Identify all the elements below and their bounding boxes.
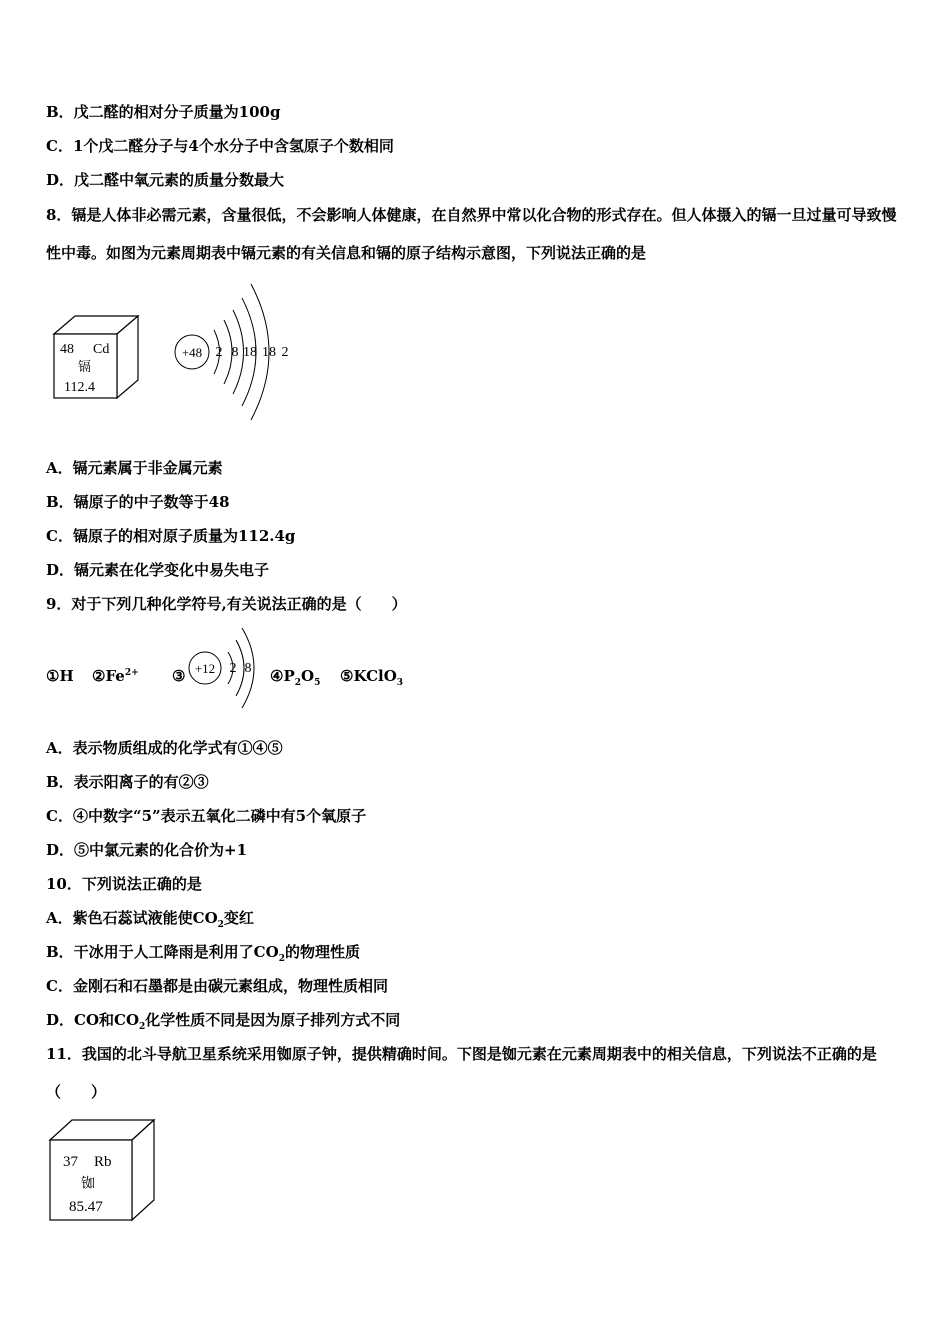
q7-option-d: D．戊二醛中氧元素的质量分数最大: [46, 171, 285, 189]
mg-ion-structure-diagram: [184, 626, 256, 710]
q9-symbol-1: ①H: [46, 667, 74, 685]
cd-element-card: [48, 312, 142, 402]
cd-atom-structure-diagram: [170, 276, 295, 422]
q8-stem: 8．镉是人体非必需元素，含量很低，不会影响人体健康，在自然界中常以化合物的形式存在。但人体摄入的镉一旦过量可导致慢性中毒。如图为元素周期表中镉元素的有关信息和镉的原子结构示意图，下列说法正确的是: [46, 206, 897, 262]
cd-shell-2: 8: [231, 345, 239, 360]
q9-option-c: C．④中数字“5”表示五氧化二磷中有5个氧原子: [46, 807, 367, 825]
q8-option-b: B．镉原子的中子数等于48: [46, 493, 230, 511]
q10-option-d: D．CO和$CO_2$化学性质不同是因为原子排列方式不同: [46, 1011, 401, 1032]
cd-shell-4: 18: [262, 345, 276, 360]
q9-symbol-2: $②Fe^{2+}$: [92, 667, 139, 685]
mg-shell-2: 8: [244, 661, 252, 676]
q10-option-c: C．金刚石和石墨都是由碳元素组成，物理性质相同: [46, 977, 388, 995]
rb-element-card: [44, 1116, 158, 1226]
cd-atomic-mass: 112.4: [64, 380, 95, 395]
q10-option-a: A．紫色石蕊试液能使$CO_2$变红: [46, 909, 254, 930]
rb-atomic-mass: 85.47: [69, 1199, 103, 1215]
cd-shell-5: 2: [281, 345, 289, 360]
q7-option-b: B．戊二醛的相对分子质量为100g: [46, 103, 281, 121]
rb-name: 铷: [81, 1176, 95, 1192]
q9-option-d: D．⑤中氯元素的化合价为+1: [46, 841, 248, 859]
cd-shell-3: 18: [243, 345, 257, 360]
q9-symbol-5: ⑤KClO$_3$: [340, 667, 404, 688]
cd-nucleus-charge: +48: [181, 345, 203, 360]
q9-symbol-3-label: ③: [172, 667, 186, 685]
q9-option-a: A．表示物质组成的化学式有①④⑤: [46, 739, 283, 757]
q8-option-a: A．镉元素属于非金属元素: [46, 459, 223, 477]
cd-symbol: Cd: [93, 342, 110, 357]
rb-symbol: Rb: [94, 1154, 112, 1170]
q9-option-b: B．表示阳离子的有②③: [46, 773, 209, 791]
q9-stem: 9．对于下列几种化学符号,有关说法正确的是（ ）: [46, 595, 407, 613]
q8-option-c: C．镉原子的相对原子质量为112.4g: [46, 527, 296, 545]
rb-atomic-number: 37: [63, 1154, 78, 1170]
mg-nucleus-charge: +12: [194, 661, 216, 676]
cd-name: 镉: [78, 360, 92, 375]
q10-stem: 10．下列说法正确的是: [46, 875, 202, 893]
cd-atomic-number: 48: [60, 342, 74, 357]
q10-option-b: B．干冰用于人工降雨是利用了$CO_2$的物理性质: [46, 943, 360, 964]
q7-option-c: C．1个戊二醛分子与4个水分子中含氢原子个数相同: [46, 137, 394, 155]
cd-shell-1: 2: [215, 345, 223, 360]
q11-stem: 11．我国的北斗导航卫星系统采用铷原子钟，提供精确时间。下图是铷元素在元素周期表中的相关信息，下列说法不正确的是（ ）: [46, 1045, 877, 1101]
q8-option-d: D．镉元素在化学变化中易失电子: [46, 561, 270, 579]
mg-shell-1: 2: [229, 661, 237, 676]
q9-symbol-4: $④P_2O_5$: [270, 667, 321, 688]
